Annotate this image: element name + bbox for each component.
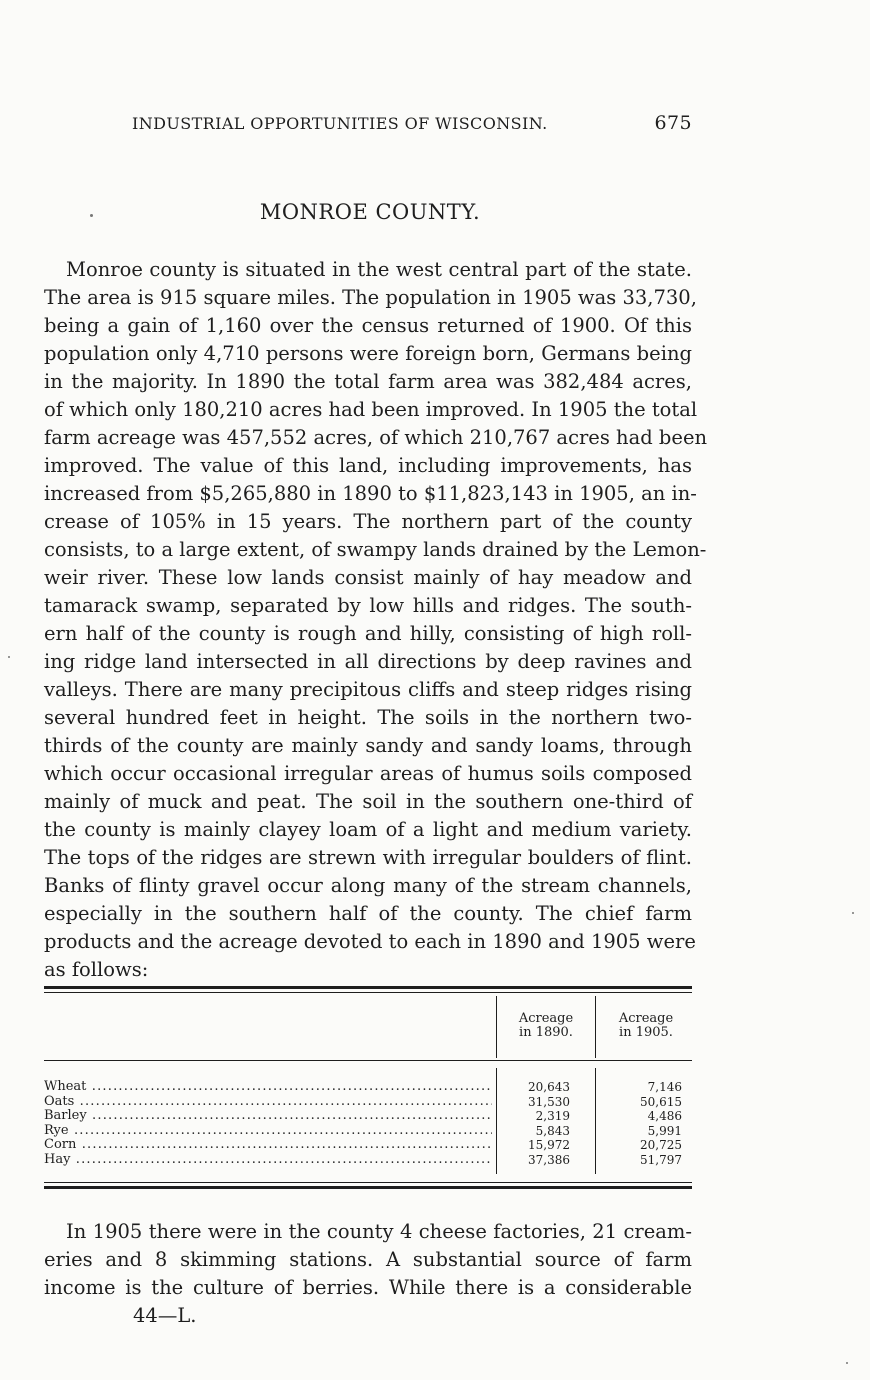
page-number: 675	[654, 112, 692, 134]
column-divider	[595, 996, 596, 1058]
header-acreage-1905	[600, 1012, 692, 1040]
table-header-rule	[44, 1060, 692, 1061]
acreage-1890-value: 2,319	[535, 1109, 570, 1123]
text-line: improved. The value of this land, including improvements, has	[44, 454, 692, 477]
signature-mark: 44—L.	[133, 1304, 197, 1327]
text-line: mainly of muck and peat. The soil in the southern one-third of	[44, 790, 692, 813]
text-line: income is the culture of berries. While there is a considerable	[44, 1276, 692, 1299]
header-acreage-1890	[502, 1012, 590, 1040]
table-row	[44, 1153, 692, 1168]
table-body	[44, 1080, 692, 1167]
table-row	[44, 1124, 692, 1139]
text-line: thirds of the county are mainly sandy and sandy loams, through	[44, 734, 692, 757]
text-line: of which only 180,210 acres had been improved. In 1905 the total	[44, 398, 698, 421]
text-line: increased from $5,265,880 in 1890 to $11,823,143 in 1905, an in-	[44, 482, 697, 505]
table-row	[44, 1138, 692, 1153]
table-bottom-rule-thin	[44, 1182, 692, 1183]
text-line: which occur occasional irregular areas of humus soils composed	[44, 762, 692, 785]
text-line: especially in the southern half of the county. The chief farm	[44, 902, 692, 925]
header-line: in 1890.	[519, 1025, 573, 1040]
table-top-rule-thin	[44, 992, 692, 993]
text-line: population only 4,710 persons were foreign born, Germans being	[44, 342, 692, 365]
text-line: in the majority. In 1890 the total farm area was 382,484 acres,	[44, 370, 692, 393]
acreage-1890-value: 5,843	[535, 1123, 570, 1138]
text-line: The tops of the ridges are strewn with irregular boulders of flint.	[44, 846, 692, 869]
table-top-rule-thick	[44, 986, 692, 989]
table-row	[44, 1095, 692, 1110]
crop-name: Corn .....	[44, 1138, 492, 1153]
crop-name: Rye .....	[44, 1124, 492, 1139]
text-line: Monroe county is situated in the west central part of the state.	[66, 258, 692, 281]
paragraph-2	[44, 1218, 692, 1302]
print-speck	[90, 214, 93, 217]
text-line: Banks of flinty gravel occur along many of the stream channels,	[44, 874, 692, 897]
table-bottom-rule-thick	[44, 1186, 692, 1189]
text-line: consists, to a large extent, of swampy lands drained by the Lemon-	[44, 538, 707, 561]
text-line: In 1905 there were in the county 4 cheese factories, 21 cream-	[66, 1220, 692, 1243]
running-title: INDUSTRIAL OPPORTUNITIES OF WISCONSIN.	[132, 114, 548, 133]
acreage-1905-value: 4,486	[647, 1109, 682, 1123]
crop-name: Barley .....	[44, 1109, 492, 1124]
crop-name: Oats .....	[44, 1095, 492, 1110]
crop-name: Wheat .....	[44, 1080, 492, 1095]
acreage-1890-value: 31,530	[528, 1094, 570, 1109]
crop-name: Hay .....	[44, 1153, 492, 1168]
text-line: being a gain of 1,160 over the census returned of 1900. Of this	[44, 314, 692, 337]
text-line: crease of 105% in 15 years. The northern part of the county	[44, 510, 692, 533]
acreage-1890-value: 37,386	[528, 1152, 570, 1167]
text-line: ing ridge land intersected in all directions by deep ravines and	[44, 650, 692, 673]
text-line: several hundred feet in height. The soils in the northern two-	[44, 706, 692, 729]
text-line: as follows:	[44, 958, 149, 981]
acreage-1890-value: 20,643	[528, 1080, 570, 1094]
text-line: farm acreage was 457,552 acres, of which 210,767 acres had been	[44, 426, 708, 449]
text-line: products and the acreage devoted to each in 1890 and 1905 were	[44, 930, 696, 953]
header-line: Acreage	[518, 1011, 574, 1026]
header-line: Acreage	[618, 1011, 674, 1026]
header-line: in 1905.	[619, 1025, 673, 1040]
acreage-1905-value: 50,615	[640, 1094, 682, 1109]
print-speck	[852, 912, 854, 914]
text-line: ern half of the county is rough and hilly, consisting of high roll-	[44, 622, 692, 645]
acreage-1905-value: 20,725	[640, 1138, 682, 1152]
print-speck	[846, 1362, 848, 1364]
text-line: valleys. There are many precipitous cliffs and steep ridges rising	[44, 678, 692, 701]
print-speck	[8, 656, 10, 658]
acreage-1905-value: 5,991	[647, 1123, 682, 1138]
acreage-1890-value: 15,972	[528, 1138, 570, 1152]
table-row	[44, 1109, 692, 1124]
acreage-1905-value: 51,797	[640, 1152, 682, 1167]
acreage-table	[44, 986, 692, 1192]
table-row	[44, 1080, 692, 1095]
text-line: The area is 915 square miles. The population in 1905 was 33,730,	[44, 286, 697, 309]
paragraph-1	[44, 256, 708, 984]
column-divider	[496, 996, 497, 1058]
section-title: MONROE COUNTY.	[259, 200, 481, 224]
text-line: weir river. These low lands consist mainly of hay meadow and	[44, 566, 692, 589]
text-line: eries and 8 skimming stations. A substantial source of farm	[44, 1248, 692, 1271]
text-line: the county is mainly clayey loam of a light and medium variety.	[44, 818, 692, 841]
acreage-1905-value: 7,146	[647, 1080, 682, 1094]
text-line: tamarack swamp, separated by low hills and ridges. The south-	[44, 594, 692, 617]
